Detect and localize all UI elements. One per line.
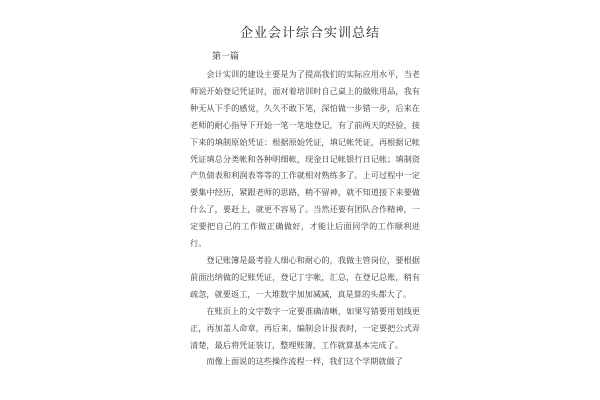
paragraph-4: 而像上面说的这些操作流程一样，我们这个学期就做了 bbox=[206, 356, 403, 367]
paragraph-1: 会计实训的建设主要是为了提高我们的实际应用水平，当老师说开始登记凭证时，面对着培训时自己桌上的做账用品，我有种无从下手的感觉，久久不敢下笔，深怕做一步错一步，后来在老师的耐心指导下开始一笔一笔地登记，有了前两天的经验，接下来的填制原始凭证：根据原始凭证，填记帐凭证，再根据记帐凭证填总分类帐和各种明细帐，现金日记帐银行日记帐；填制资产负债表和利润表等等的工作就相对熟练多了。上可过程中一定要集中经历，紧跟老师的思路，稍不留神，就不知道接下来要做什么了，要赶上，就更不容易了。当然还要有团队合作精神，一定要把自己的工作做正确做好，才能让后面同学的工作顺利进行。 bbox=[190, 69, 420, 249]
paragraph-2: 登记账簿是最考验人细心和耐心的，我做主管岗位，要根据前面出纳做的记账凭证，登记丁字帐，汇总，在登记总账，稍有疏忽，就要返工，一大堆数字加加减减，真是算的头都大了。 bbox=[190, 254, 420, 299]
paragraph-3: 在账页上的文字数字一定要准确清晰，如果写错要用划线更正，再加盖人命章，再后来，编制会计报表时，一定要把公式弄清楚，最后将凭证装订，整理账簿，工作就算基本完成了。 bbox=[190, 305, 420, 350]
document-title: 企业会计综合实训总结 bbox=[239, 26, 380, 41]
section-heading: 第一篇 bbox=[212, 52, 240, 62]
document-page bbox=[190, 22, 420, 370]
